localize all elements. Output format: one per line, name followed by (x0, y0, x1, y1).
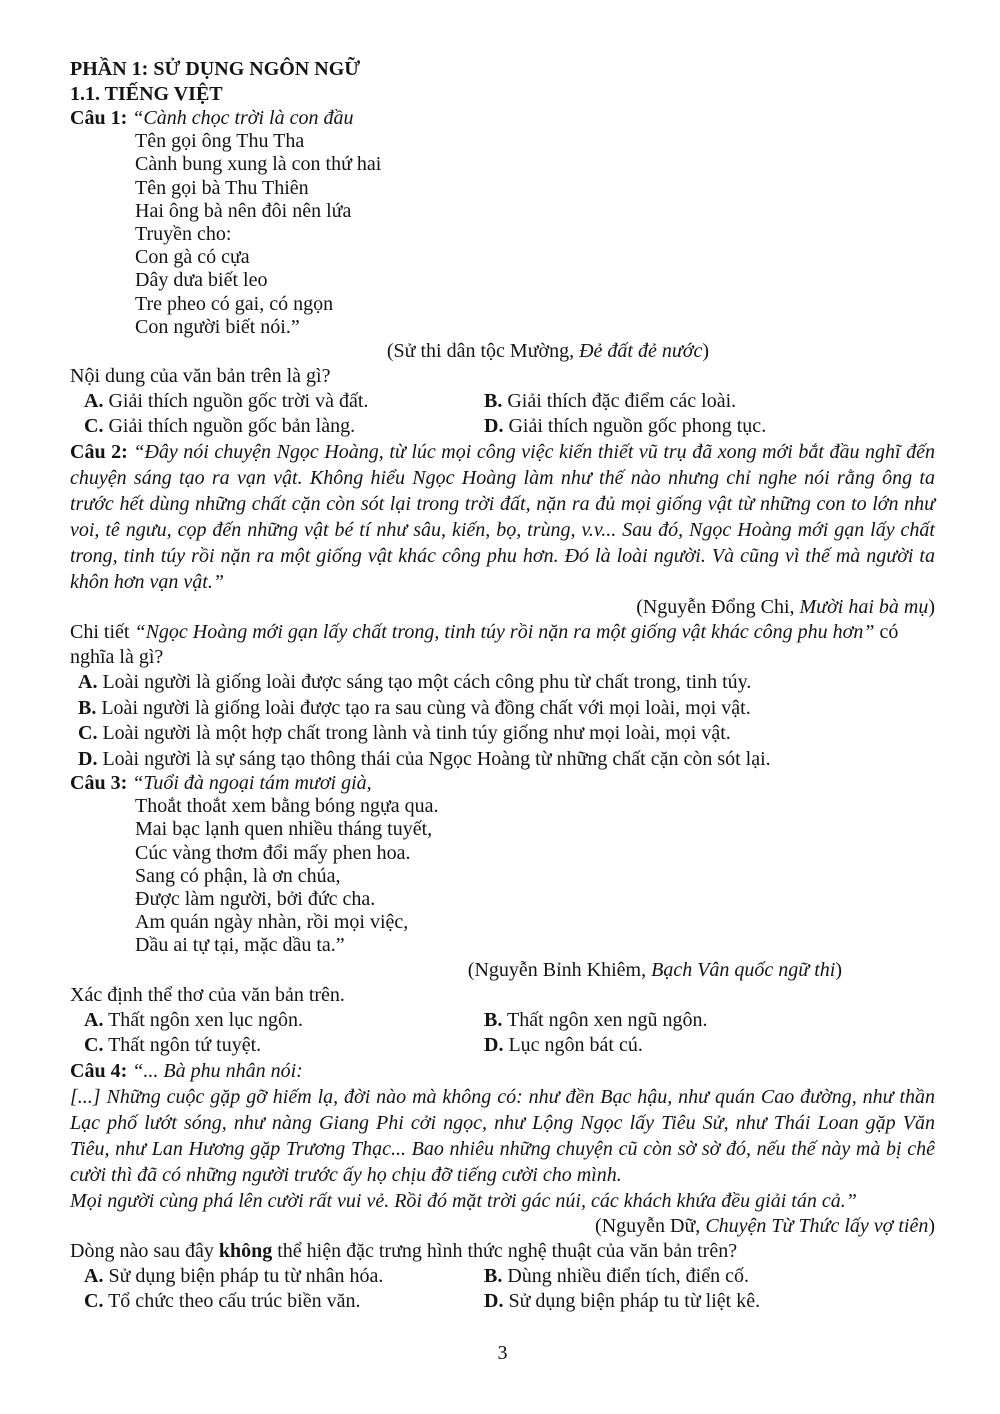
q4-question-suffix: thể hiện đặc trưng hình thức nghệ thuật của văn bản trên? (272, 1239, 738, 1262)
q2-option-c-text: Loài người là một hợp chất trong lành và tinh túy giống như mọi loài, mọi vật. (102, 722, 731, 745)
q1-poem-line-4: Tên gọi bà Thu Thiên (135, 176, 309, 199)
q3-option-c-text: Thất ngôn tứ tuyệt. (108, 1033, 262, 1056)
q2-option-a-text: Loài người là giống loài được sáng tạo một cách công phu từ chất trong, tinh túy. (102, 671, 752, 694)
q3-options (70, 1008, 935, 1058)
q1-option-d-label: D. (484, 415, 504, 438)
q3-option-c-label: C. (84, 1033, 104, 1056)
q2-option-a-label: A. (78, 671, 98, 694)
q2-question-quote: “Ngọc Hoàng mới gạn lấy chất trong, tinh túy rồi nặn ra một giống vật khác công phu hơn” (134, 621, 875, 644)
q4-option-c-text: Tổ chức theo cấu trúc biền văn. (108, 1289, 361, 1312)
q3-poem-line-3: Mai bạc lạnh quen nhiều tháng tuyết, (135, 818, 433, 841)
q2-option-d (78, 747, 935, 773)
q2-option-d-text: Loài người là sự sáng tạo thông thái của Ngọc Hoàng từ những chất cặn còn sót lại. (102, 747, 771, 770)
q1-option-a-label: A. (84, 390, 104, 413)
q3-source-attribution (70, 958, 935, 983)
q1-poem-line-6: Truyền cho: (135, 223, 232, 246)
q4-option-a-text: Sử dụng biện pháp tu từ nhân hóa. (108, 1264, 384, 1287)
q3-source-title: Bạch Vân quốc ngữ thi (651, 958, 836, 981)
q2-question (70, 620, 935, 670)
q4-options (70, 1264, 935, 1314)
q2-option-d-label: D. (78, 747, 98, 770)
q3-label: Câu 3: (70, 772, 128, 795)
q1-option-d-text: Giải thích nguồn gốc phong tục. (508, 415, 767, 438)
q1-source-close: ) (702, 340, 709, 363)
q4-option-d-text: Sử dụng biện pháp tu từ liệt kê. (508, 1289, 761, 1312)
q4-source-title: Chuyện Từ Thức lấy vợ tiên (705, 1214, 929, 1237)
q2-label: Câu 2: (70, 441, 128, 464)
q3-question: Xác định thể thơ của văn bản trên. (70, 983, 345, 1006)
q4-source-text: (Nguyễn Dữ, (595, 1214, 706, 1237)
q3-poem-line-4: Cúc vàng thơm đổi mấy phen hoa. (135, 841, 411, 864)
q1-option-a-text: Giải thích nguồn gốc trời và đất. (108, 390, 369, 413)
q1-first-line (70, 107, 935, 130)
q2-option-c-label: C. (78, 722, 98, 745)
q4-option-b-text: Dùng nhiều điển tích, điển cố. (507, 1264, 749, 1287)
q3-source-close: ) (835, 958, 842, 981)
q1-poem-line-7: Con gà có cựa (135, 246, 250, 269)
q2-source-title: Mười hai bà mụ (799, 596, 929, 619)
q3-poem-line-8: Dầu ai tự tại, mặc dầu ta.” (135, 934, 345, 957)
question-4 (70, 1058, 935, 1314)
q1-option-b (484, 389, 935, 414)
q3-option-b-label: B. (484, 1008, 503, 1031)
q3-first-line (70, 772, 935, 795)
section-title: 1.1. TIẾNG VIỆT (70, 83, 223, 105)
q2-option-b (78, 696, 935, 722)
q2-passage-text: “Đây nói chuyện Ngọc Hoàng, từ lúc mọi công việc kiến thiết vũ trụ đã xong mới bắt đầu nghĩ đến chuyện sáng tạo ra vạn vật. Không hiểu Ngọc Hoàng làm như thế nào nhưng chỉ nghe nói rằng ông ta trước hết dùng những chất cặn còn sót lại trong trời đất, nặn ra đủ mọi giống vật từ những con to lớn như voi, tê ngưu, cọp đến những vật bé tí như sâu, kiến, bọ, trùng, v.v... Sau đó, Ngọc Hoàng mới gạn lấy chất trong, tinh túy rồi nặn ra một giống vật khác công phu hơn. Đó là loài người. Và cũng vì thế mà người ta khôn hơn vạn vật.” (70, 441, 936, 594)
question-1 (70, 107, 935, 439)
q4-option-c-label: C. (84, 1289, 104, 1312)
q1-option-c-text: Giải thích nguồn gốc bản làng. (108, 415, 356, 438)
q4-label: Câu 4: (70, 1059, 128, 1082)
q1-label: Câu 1: (70, 107, 128, 129)
q1-poem-line-1: “Cành chọc trời là con đầu (132, 107, 354, 129)
q4-option-a-label: A. (84, 1264, 104, 1287)
q4-passage-closing: Mọi người cùng phá lên cười rất vui vẻ. Rồi đó mặt trời gác núi, các khách khứa đều giải tán cả.” (70, 1189, 857, 1212)
q3-option-d-label: D. (484, 1033, 504, 1056)
q1-poem-line-8: Dây dưa biết leo (135, 269, 268, 292)
q1-poem-line-2: Tên gọi ông Thu Tha (135, 130, 305, 153)
q3-poem-line-5: Sang có phận, là ơn chúa, (135, 864, 341, 887)
q4-option-d (484, 1289, 935, 1314)
q3-poem-line-1: “Tuổi đà ngoại tám mươi già, (132, 772, 372, 795)
q3-option-d (484, 1033, 935, 1058)
q1-source-attribution (70, 339, 935, 364)
q4-source-close: ) (928, 1214, 935, 1237)
q2-option-b-label: B. (78, 696, 97, 719)
q4-question (70, 1239, 935, 1264)
q3-option-a-text: Thất ngôn xen lục ngôn. (108, 1008, 304, 1031)
q4-option-b (484, 1264, 935, 1289)
q2-question-prefix: Chi tiết (70, 621, 135, 644)
q3-option-a-label: A. (84, 1008, 104, 1031)
q1-option-c-label: C. (84, 415, 104, 438)
q4-question-prefix: Dòng nào sau đây (70, 1239, 219, 1262)
q3-poem-line-6: Được làm người, bởi đức cha. (135, 888, 376, 911)
q1-option-b-text: Giải thích đặc điểm các loài. (507, 390, 737, 413)
q2-option-c (78, 721, 935, 747)
q3-option-d-text: Lục ngôn bát cú. (508, 1033, 643, 1056)
q1-option-d (484, 414, 935, 439)
q1-source-text: (Sử thi dân tộc Mường, (386, 340, 580, 363)
q1-poem-line-5: Hai ông bà nên đôi nên lứa (135, 199, 352, 222)
q4-option-b-label: B. (484, 1264, 503, 1287)
q3-option-a (84, 1008, 484, 1033)
q1-options (70, 389, 935, 439)
q1-source-title: Đẻ đất đẻ nước (579, 340, 703, 363)
question-2 (70, 439, 935, 772)
question-3 (70, 772, 935, 1058)
q4-lead: “... Bà phu nhân nói: (132, 1059, 303, 1082)
q1-option-a (84, 389, 484, 414)
q4-first-line (70, 1058, 935, 1084)
q3-poem-line-2: Thoắt thoắt xem bằng bóng ngựa qua. (135, 795, 439, 818)
q2-source-attribution (70, 595, 935, 620)
q2-options (70, 670, 935, 772)
q1-option-b-label: B. (484, 390, 503, 413)
q4-option-a (84, 1264, 484, 1289)
q4-option-d-label: D. (484, 1289, 504, 1312)
q4-passage: [...] Những cuộc gặp gỡ hiếm lạ, đời nào mà không có: như đền Bạc hậu, như quán Cao đường, như thần Lạc phố lướt sóng, như nàng Giang Phi cởi ngọc, như Lộng Ngọc lấy Tiêu Sử, như Thái Loan gặp Văn Tiêu, như Lan Hương gặp Trương Thạc... Bao nhiêu những chuyện cũ còn sờ sờ đó, nếu thế này mà bị chê cười thì đã có những người trước ấy họ chịu đỡ tiếng cười cho mình. (70, 1085, 935, 1186)
q4-question-emphasis: không (218, 1239, 273, 1262)
q2-option-b-text: Loài người là giống loài được tạo ra sau cùng và đồng chất với mọi loài, mọi vật. (101, 696, 751, 719)
q4-option-c (84, 1289, 484, 1314)
q1-option-c (84, 414, 484, 439)
q2-source-text: (Nguyễn Đổng Chi, (636, 596, 800, 619)
q3-option-b-text: Thất ngôn xen ngũ ngôn. (506, 1008, 708, 1031)
q2-passage (70, 439, 935, 595)
q2-option-a (78, 670, 935, 696)
q3-option-c (84, 1033, 484, 1058)
q1-question: Nội dung của văn bản trên là gì? (70, 365, 331, 388)
q1-poem-line-9: Tre pheo có gai, có ngọn (135, 292, 334, 315)
q3-poem-line-7: Am quán ngày nhàn, rồi mọi việc, (135, 911, 409, 934)
q4-source-attribution (70, 1214, 935, 1239)
q1-poem-line-10: Con người biết nói.” (135, 315, 300, 338)
q2-question-suffix: có nghĩa là gì? (70, 621, 899, 669)
q2-source-close: ) (928, 596, 935, 619)
q3-source-text: (Nguyễn Bỉnh Khiêm, (467, 958, 652, 981)
q3-option-b (484, 1008, 935, 1033)
page-number: 3 (497, 1341, 508, 1364)
part-title: PHẦN 1: SỬ DỤNG NGÔN NGỮ (70, 58, 361, 80)
q1-poem-line-3: Cành bung xung là con thứ hai (135, 153, 382, 176)
